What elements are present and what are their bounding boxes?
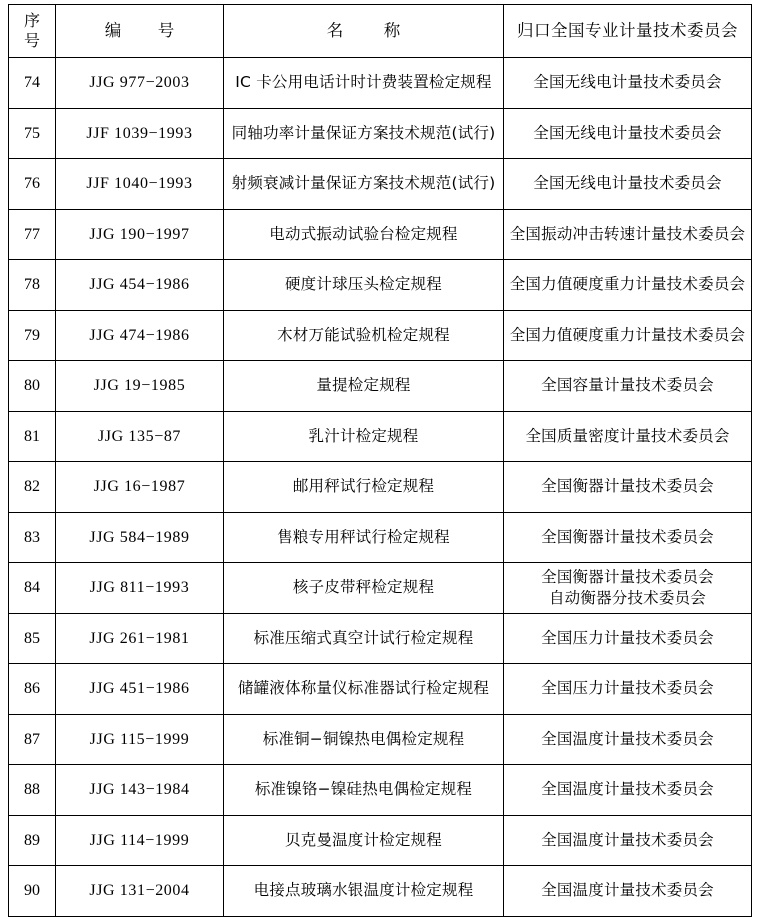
column-header-sequence (9, 5, 56, 58)
table-body (9, 58, 752, 917)
cell-name: 标准铜−铜镍热电偶检定规程 (224, 714, 504, 765)
table-row (9, 209, 752, 260)
cell-sequence: 78 (9, 260, 56, 311)
cell-code: JJG 19−1985 (56, 361, 224, 412)
cell-code: JJG 114−1999 (56, 815, 224, 866)
cell-sequence: 84 (9, 563, 56, 614)
table-row (9, 664, 752, 715)
cell-committee-line2: 自动衡器分技术委员会 (548, 588, 706, 607)
cell-name: 木材万能试验机检定规程 (224, 310, 504, 361)
cell-code: JJF 1040−1993 (56, 159, 224, 210)
cell-sequence: 90 (9, 866, 56, 917)
cell-name: 同轴功率计量保证方案技术规范(试行) (224, 108, 504, 159)
cell-name: 硬度计球压头检定规程 (224, 260, 504, 311)
cell-committee: 全国压力计量技术委员会 (504, 664, 752, 715)
table-row (9, 512, 752, 563)
cell-name: 乳汁计检定规程 (224, 411, 504, 462)
cell-committee: 全国温度计量技术委员会 (504, 765, 752, 816)
cell-sequence: 83 (9, 512, 56, 563)
column-header-sequence-line2: 号 (23, 31, 40, 50)
cell-name: 电动式振动试验台检定规程 (224, 209, 504, 260)
cell-sequence: 82 (9, 462, 56, 513)
cell-code: JJG 115−1999 (56, 714, 224, 765)
cell-code: JJG 584−1989 (56, 512, 224, 563)
table-row (9, 159, 752, 210)
cell-committee: 全国无线电计量技术委员会 (504, 58, 752, 109)
cell-name: 邮用秤试行检定规程 (224, 462, 504, 513)
cell-name: 标准压缩式真空计试行检定规程 (224, 613, 504, 664)
cell-sequence: 85 (9, 613, 56, 664)
table-header-row (9, 5, 752, 58)
cell-name: 量提检定规程 (224, 361, 504, 412)
cell-sequence: 87 (9, 714, 56, 765)
cell-name: 标准镍铬−镍硅热电偶检定规程 (224, 765, 504, 816)
cell-committee: 全国力值硬度重力计量技术委员会 (504, 260, 752, 311)
cell-code: JJG 454−1986 (56, 260, 224, 311)
cell-code: JJG 261−1981 (56, 613, 224, 664)
table-row (9, 411, 752, 462)
table-row (9, 462, 752, 513)
cell-committee: 全国无线电计量技术委员会 (504, 159, 752, 210)
cell-name: 贝克曼温度计检定规程 (224, 815, 504, 866)
cell-name: 射频衰减计量保证方案技术规范(试行) (224, 159, 504, 210)
cell-code: JJG 135−87 (56, 411, 224, 462)
table-row (9, 108, 752, 159)
cell-committee: 全国压力计量技术委员会 (504, 613, 752, 664)
cell-sequence: 89 (9, 815, 56, 866)
cell-committee: 全国无线电计量技术委员会 (504, 108, 752, 159)
cell-name: 售粮专用秤试行检定规程 (224, 512, 504, 563)
column-header-committee: 归口全国专业计量技术委员会 (504, 5, 752, 58)
table-row (9, 815, 752, 866)
table-header (9, 5, 752, 58)
cell-committee: 全国温度计量技术委员会 (504, 866, 752, 917)
column-header-name: 名 称 (224, 5, 504, 58)
cell-committee: 全国力值硬度重力计量技术委员会 (504, 310, 752, 361)
cell-committee: 全国衡器计量技术委员会 (504, 512, 752, 563)
cell-sequence: 88 (9, 765, 56, 816)
table-row (9, 613, 752, 664)
cell-committee (504, 563, 752, 614)
cell-code: JJG 143−1984 (56, 765, 224, 816)
cell-code: JJG 131−2004 (56, 866, 224, 917)
table-row (9, 866, 752, 917)
table-row (9, 310, 752, 361)
cell-sequence: 79 (9, 310, 56, 361)
cell-committee: 全国容量计量技术委员会 (504, 361, 752, 412)
table-row (9, 361, 752, 412)
cell-sequence: 74 (9, 58, 56, 109)
cell-committee: 全国振动冲击转速计量技术委员会 (504, 209, 752, 260)
cell-sequence: 76 (9, 159, 56, 210)
cell-code: JJG 811−1993 (56, 563, 224, 614)
table-row (9, 765, 752, 816)
cell-sequence: 86 (9, 664, 56, 715)
cell-name: 电接点玻璃水银温度计检定规程 (224, 866, 504, 917)
table-row (9, 563, 752, 614)
cell-sequence: 81 (9, 411, 56, 462)
cell-code: JJG 190−1997 (56, 209, 224, 260)
cell-sequence: 75 (9, 108, 56, 159)
table-row (9, 260, 752, 311)
table-row (9, 714, 752, 765)
cell-name: 储罐液体称量仪标准器试行检定规程 (224, 664, 504, 715)
cell-sequence: 80 (9, 361, 56, 412)
cell-committee: 全国质量密度计量技术委员会 (504, 411, 752, 462)
cell-committee: 全国温度计量技术委员会 (504, 714, 752, 765)
cell-committee: 全国衡器计量技术委员会 (504, 462, 752, 513)
column-header-code: 编 号 (56, 5, 224, 58)
cell-code: JJF 1039−1993 (56, 108, 224, 159)
cell-sequence: 77 (9, 209, 56, 260)
regulations-table (8, 4, 752, 917)
cell-code: JJG 977−2003 (56, 58, 224, 109)
column-header-sequence-line1: 序 (23, 11, 40, 30)
cell-code: JJG 474−1986 (56, 310, 224, 361)
table-row (9, 58, 752, 109)
cell-committee-line1: 全国衡器计量技术委员会 (541, 567, 714, 586)
cell-name: 核子皮带秤检定规程 (224, 563, 504, 614)
cell-name: IC 卡公用电话计时计费装置检定规程 (224, 58, 504, 109)
cell-code: JJG 451−1986 (56, 664, 224, 715)
cell-committee: 全国温度计量技术委员会 (504, 815, 752, 866)
cell-code: JJG 16−1987 (56, 462, 224, 513)
